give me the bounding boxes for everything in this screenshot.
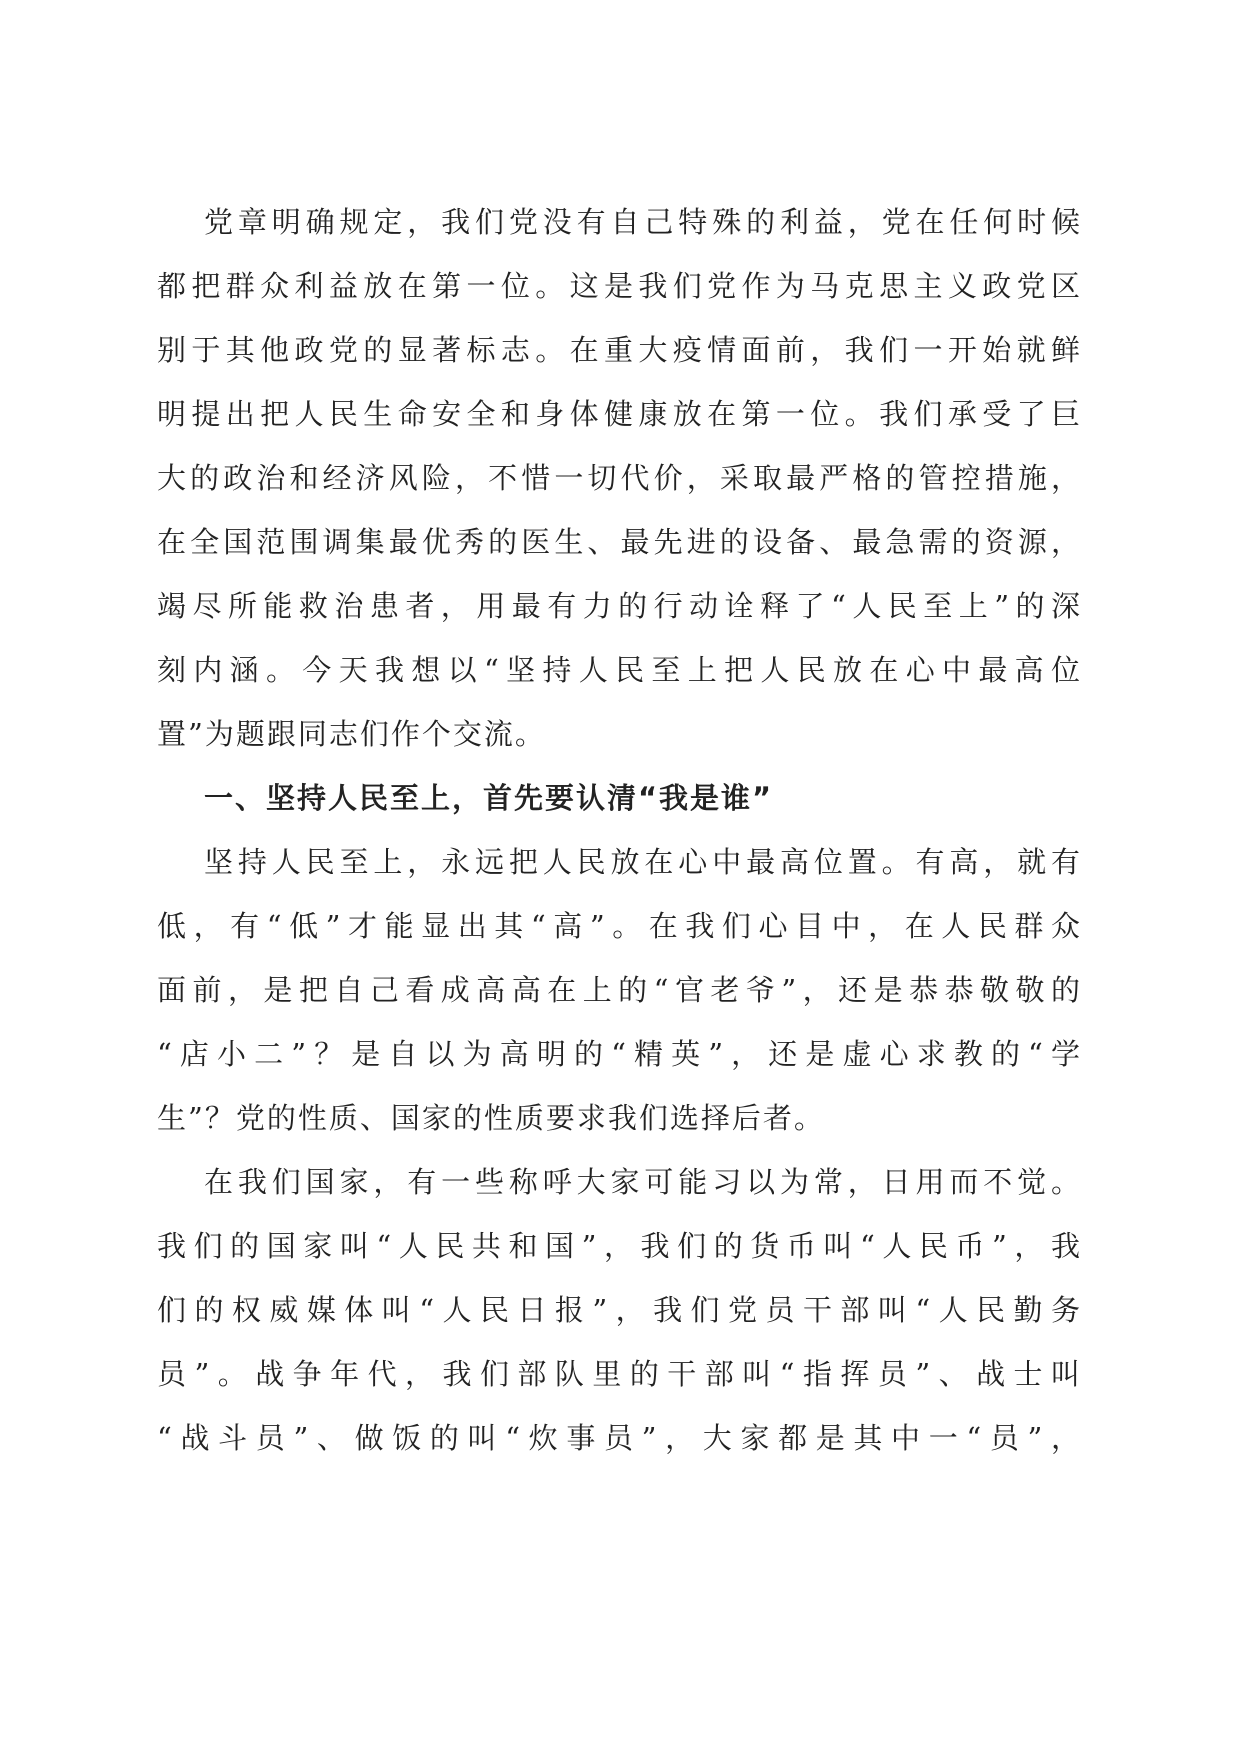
text-line: 低，有“低”才能显出其“高”。在我们心目中，在人民群众 [157, 909, 1082, 943]
section-heading: 一、坚持人民至上，首先要认清“我是谁” [204, 781, 774, 815]
text-line: 别于其他政党的显著标志。在重大疫情面前，我们一开始就鲜 [157, 333, 1082, 367]
text-line: 竭尽所能救治患者，用最有力的行动诠释了“人民至上”的深 [157, 589, 1082, 623]
paragraph-who-am-i [157, 830, 1082, 1150]
paragraph-intro [157, 190, 1082, 766]
text-line: 都把群众利益放在第一位。这是我们党作为马克思主义政党区 [157, 269, 1082, 303]
text-line: 在全国范围调集最优秀的医生、最先进的设备、最急需的资源， [157, 525, 1082, 559]
text-line: “战斗员”、做饭的叫“炊事员”，大家都是其中一“员”， [157, 1421, 1082, 1455]
document-body [157, 190, 1082, 1470]
text-line: 我们的国家叫“人民共和国”，我们的货币叫“人民币”，我 [157, 1229, 1082, 1263]
text-line: 大的政治和经济风险，不惜一切代价，采取最严格的管控措施， [157, 461, 1082, 495]
text-line: 置”为题跟同志们作个交流。 [157, 717, 546, 751]
text-line: 刻内涵。今天我想以“坚持人民至上把人民放在心中最高位 [157, 653, 1082, 687]
text-line: 坚持人民至上，永远把人民放在心中最高位置。有高，就有 [204, 845, 1082, 879]
text-line: 党章明确规定，我们党没有自己特殊的利益，党在任何时候 [204, 205, 1082, 239]
text-line: 们的权威媒体叫“人民日报”，我们党员干部叫“人民勤务 [157, 1293, 1082, 1327]
text-line: 明提出把人民生命安全和身体健康放在第一位。我们承受了巨 [157, 397, 1082, 431]
text-line: 面前，是把自己看成高高在上的“官老爷”，还是恭恭敬敬的 [157, 973, 1082, 1007]
paragraph-titles [157, 1150, 1082, 1470]
text-line: 生”？党的性质、国家的性质要求我们选择后者。 [157, 1101, 825, 1135]
text-line: 在我们国家，有一些称呼大家可能习以为常，日用而不觉。 [204, 1165, 1082, 1199]
text-line: 员”。战争年代，我们部队里的干部叫“指挥员”、战士叫 [157, 1357, 1082, 1391]
text-line: “店小二”？是自以为高明的“精英”，还是虚心求教的“学 [157, 1037, 1082, 1071]
